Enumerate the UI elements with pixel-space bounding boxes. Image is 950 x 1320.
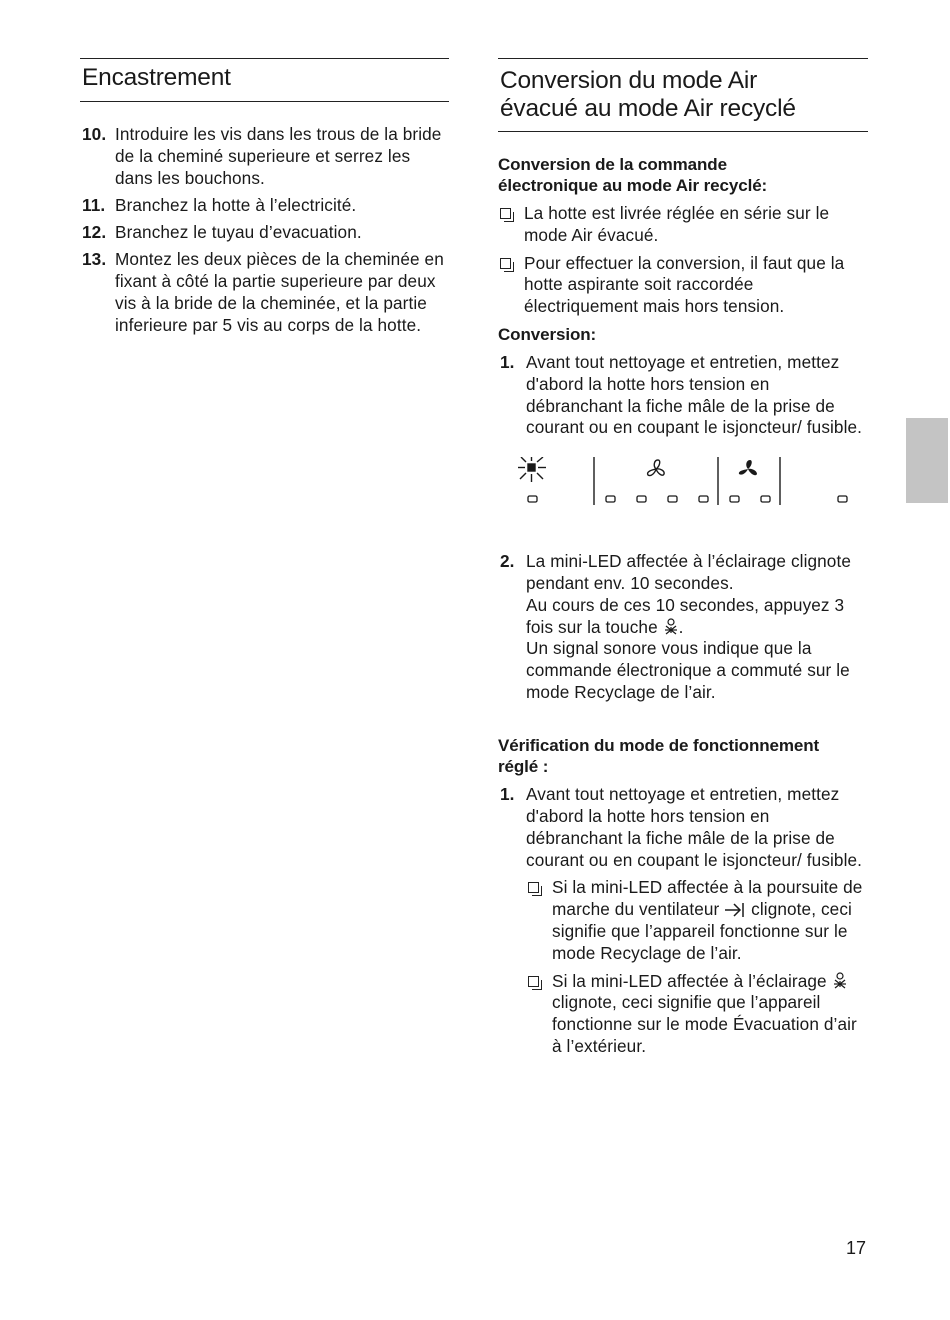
led-indicator <box>606 496 615 502</box>
step-text-part: Avant tout nettoyage et entretien, mettez d'abord la hotte hors tension en débranchant la fiche mâle de la prise de courant ou en coupant le isjoncteur/ fusible. <box>526 784 863 870</box>
section-title-conversion <box>498 58 868 132</box>
light-icon <box>518 457 546 482</box>
light-icon <box>832 972 848 990</box>
title-line-1: Conversion du mode Air <box>500 67 758 94</box>
led-indicator <box>528 496 537 502</box>
bullet-item <box>498 253 868 318</box>
verification-bullet-2 <box>526 971 868 1058</box>
right-column <box>498 58 868 1069</box>
step-text: Branchez le tuyau d’evacuation. <box>115 222 362 243</box>
checkbox-icon <box>500 258 511 269</box>
led-indicator <box>730 496 739 502</box>
bullet-text-part: Si la mini-LED affectée à l’éclairage <box>552 970 827 991</box>
step-text-part: Un signal sonore vous indique que la commande électronique a commuté sur le mode Recyclage de l’air. <box>526 638 850 702</box>
led-indicator <box>838 496 847 502</box>
control-panel-svg <box>498 457 868 527</box>
fan-high-icon <box>739 460 757 475</box>
step-text: La mini-LED affectée à l’éclairage clignote pendant env. 10 secondes. Au cours de ces 10 secondes, appuyez 3 fois sur la touche . Un signal sonore vous indique que la commande électronique a commuté sur le mode Recyclage de l’air. <box>526 551 851 702</box>
fan-low-icon <box>648 460 665 476</box>
led-indicator <box>699 496 708 502</box>
step-text: Montez les deux pièces de la cheminée en fixant à côté la partie superieure par deux vis à la bride de la cheminée, et la partie inferieure par 5 vis au corps de la hotte. <box>115 249 444 335</box>
installation-steps <box>80 124 449 337</box>
bullet-text-part: Si la mini-LED affectée à la poursuite de marche du ventilateur <box>552 877 863 920</box>
step-13 <box>80 249 449 336</box>
light-icon <box>663 618 679 636</box>
subheading-line-1: Conversion de la commande <box>498 155 727 174</box>
step-text <box>526 784 868 1064</box>
subheading-conversion: Conversion: <box>498 324 597 344</box>
bullet-text: Pour effectuer la conversion, il faut que la hotte aspirante soit raccordée électriquement mais hors tension. <box>524 252 845 317</box>
step-number: 11. <box>82 194 106 215</box>
bullet-text: La hotte est livrée réglée en série sur le mode Air évacué. <box>524 203 830 245</box>
step-12 <box>80 222 449 244</box>
bullet-text <box>552 971 868 1058</box>
bullet-text <box>552 877 868 964</box>
title-line-2: évacué au mode Air recyclé <box>500 95 796 122</box>
step-text-part: Au cours de ces 10 secondes, appuyez 3 fois sur la touche <box>526 594 845 637</box>
conversion-step-2 <box>498 551 868 704</box>
verification-bullet-1 <box>526 877 868 964</box>
step-number: 1. <box>500 351 515 372</box>
control-panel-illustration <box>498 457 868 527</box>
led-indicator <box>668 496 677 502</box>
step-10 <box>80 124 449 189</box>
page-number: 17 <box>846 1238 867 1258</box>
conversion-step-1 <box>498 352 868 439</box>
run-on-arrow-icon <box>724 902 746 918</box>
step-number: 12. <box>82 222 107 243</box>
section-title-encastrement: Encastrement <box>80 58 449 102</box>
checkbox-icon <box>528 976 539 987</box>
checkbox-icon <box>528 882 539 893</box>
step-text: Branchez la hotte à l’electricité. <box>115 194 357 215</box>
bullet-item <box>498 203 868 247</box>
subheading-line-1: Vérification du mode de fonctionnement <box>498 736 820 756</box>
step-number: 2. <box>500 551 515 572</box>
step-text-part: La mini-LED affectée à l’éclairage clignote pendant env. 10 secondes. <box>526 551 851 593</box>
left-column <box>80 58 449 342</box>
led-indicator <box>637 496 646 502</box>
led-indicator <box>761 496 770 502</box>
step-number: 10. <box>82 124 107 144</box>
step-number: 1. <box>500 784 515 805</box>
step-11 <box>80 195 449 217</box>
subheading-line-2: électronique au mode Air recyclé: <box>498 176 768 195</box>
language-tab <box>906 418 948 503</box>
step-number: 13. <box>82 249 107 270</box>
subheading-line-2: réglé : <box>498 757 549 777</box>
step-text: Introduire les vis dans les trous de la bride de la cheminé superieure et serrez les dans les bouchons. <box>115 124 442 188</box>
subheading-electronic-conversion <box>498 154 868 196</box>
verification-step-1 <box>498 784 868 1064</box>
checkbox-icon <box>500 208 511 219</box>
bullet-text-part: clignote, ceci signifie que l’appareil fonctionne sur le mode Recyclage de l’air. <box>552 899 852 963</box>
bullet-text-part: clignote, ceci signifie que l’appareil fonctionne sur le mode Évacuation d’air à l’extérieur. <box>552 992 857 1057</box>
step-text: Avant tout nettoyage et entretien, mettez d'abord la hotte hors tension en débranchant la fiche mâle de la prise de courant ou en coupant le isjoncteur/ fusible. <box>526 351 863 438</box>
subheading-verification <box>498 735 868 777</box>
